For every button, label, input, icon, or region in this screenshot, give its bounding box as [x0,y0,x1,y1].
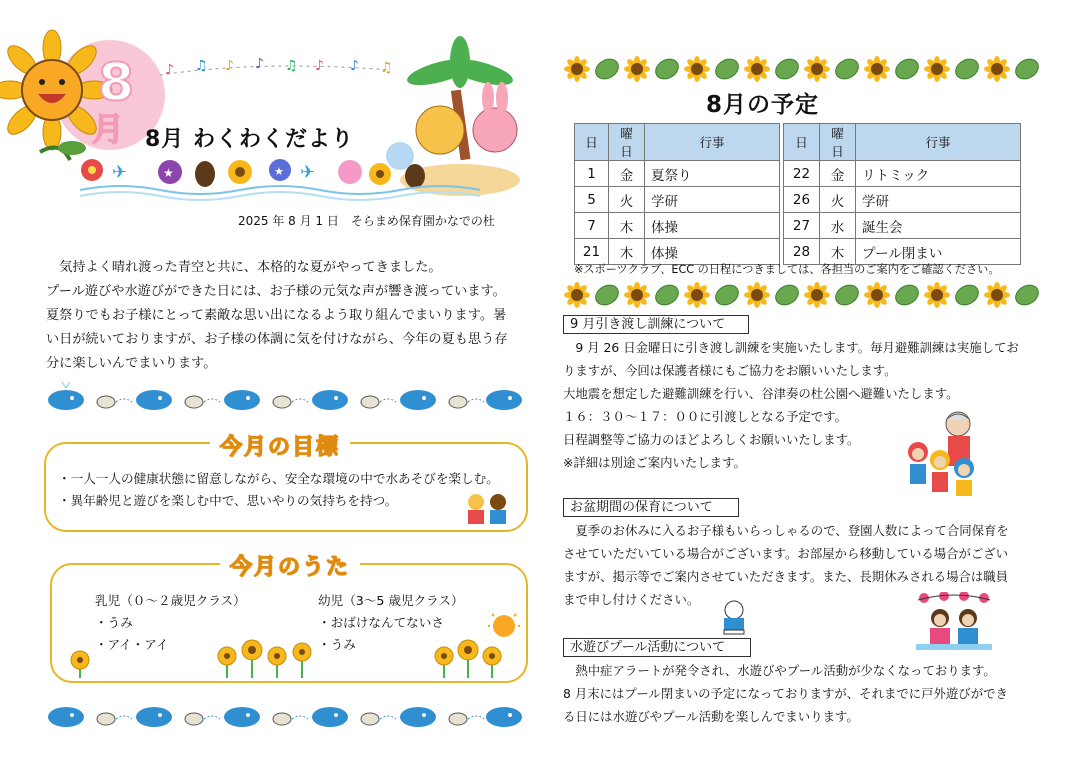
obon-line: ますが、掲示等でご案内させていただきます。また、長期休みされる場合は職員 [563,569,1009,584]
event-cell: 学研 [645,187,780,213]
leaf-icon [1012,281,1042,309]
leaf-icon [772,281,802,309]
col-day-header: 日 [575,124,609,161]
leaf-icon [652,281,682,309]
intro-line: 気持よく晴れ渡った青空と共に、本格的な夏がやってきました。 [46,260,442,275]
dow-cell: 火 [609,187,645,213]
sunflower-icon [744,56,770,82]
leaf-icon [712,281,742,309]
day-cell: 27 [784,213,820,239]
date-line: 2025 年 8 月 1 日 そらまめ保育園かなでの杜 [238,214,495,228]
header-decoration [0,20,540,210]
table-row [575,187,780,213]
intro-line: 夏祭りでもお子様にとって素敵な思い出になるよう取り組んでまいります。暑 [46,308,507,323]
svg-text:♪: ♪ [350,58,359,74]
leaf-icon [832,281,862,309]
day-cell: 1 [575,161,609,187]
svg-text:♪: ♪ [225,58,234,74]
svg-text:♫: ♫ [380,60,393,76]
svg-text:★: ★ [274,165,284,178]
day-cell: 26 [784,187,820,213]
schedule-table-right [783,123,1021,265]
sunflower-icon [624,282,650,308]
svg-text:♪: ♪ [165,62,174,78]
sunflower-leaf-border [562,280,1042,310]
pool-line: る日には水遊びやプール活動を楽しんでまいります。 [563,709,859,724]
goals-title: 今月の目標 [210,430,350,461]
sunflower-icon [624,56,650,82]
intro-text [46,256,526,376]
song-item: ・うみ [318,637,356,652]
event-cell: 体操 [645,239,780,265]
dow-cell: 水 [820,213,856,239]
event-cell: 誕生会 [856,213,1021,239]
day-cell: 22 [784,161,820,187]
svg-text:✈: ✈ [112,162,128,183]
whale-border [44,697,524,733]
schedule-title: 8月の予定 [706,92,820,118]
obon-line: まで申し付けください。 [563,592,700,607]
intro-line: い日が続いておりますが、お子様の体調に気を付けながら、今年の夏も思う存 [46,332,508,347]
seagull-illustration [714,598,754,642]
svg-text:♫: ♫ [285,58,298,74]
sunflower-icon [564,282,590,308]
svg-text:★: ★ [163,166,174,180]
event-cell: 学研 [856,187,1021,213]
leaf-icon [952,281,982,309]
col-day-header: 日 [784,124,820,161]
sunflower-icon [864,56,890,82]
drill-line: りますが、今回は保護者様にもご協力をお願いいたします。 [563,363,897,378]
table-row [575,161,780,187]
obon-heading: お盆期間の保育について [563,498,739,517]
sun-icon [488,612,520,637]
bon-dance-illustration [916,592,992,654]
schedule-note: ※スポーツクラブ、ECC の日程につきましては、各担当のご案内をご確認ください。 [574,263,1000,276]
leaf-icon [772,55,802,83]
sunflower-icon [684,282,710,308]
infant-heading: 乳児（０～２歳児クラス） [95,593,246,608]
goal-item: ・一人一人の健康状態に留意しながら、安全な環境の中で水あそびを楽しむ。 [58,471,499,486]
leaf-icon [952,55,982,83]
drill-line: 大地震を想定した避難訓練を行い、谷津奏の杜公園へ避難いたします。 [563,386,959,401]
dow-cell: 金 [820,161,856,187]
day-cell: 5 [575,187,609,213]
sunflower-icon [684,56,710,82]
newsletter-title: 8月 わくわくだより [145,127,354,152]
sunflower-icon [564,56,590,82]
obon-line: 夏季のお休みに入るお子様もいらっしゃるので、登園人数によって合同保育を [563,523,1009,538]
event-cell: リトミック [856,161,1021,187]
drill-line: １６：３０～１７：００に引渡しとなる予定です。 [563,409,847,424]
col-event-header: 行事 [645,124,780,161]
sunflower-icon [744,282,770,308]
goal-item: ・異年齢児と遊びを楽しむ中で、思いやりの気持ちを持つ。 [58,493,398,508]
leaf-icon [712,55,742,83]
song-item: ・うみ [95,615,133,630]
obon-line: させていただいている場合がございます。お部屋から移動している場合がござい [563,546,1009,561]
sunflower-garden-illustration [62,612,524,680]
sunflower-icon [924,282,950,308]
song-item: ・アイ・アイ [95,637,169,652]
day-cell: 21 [575,239,609,265]
event-cell: 体操 [645,213,780,239]
whale-icon [48,382,84,410]
schedule-table-left [574,123,780,265]
drill-heading: 9 月引き渡し訓練について [563,315,749,334]
mouse-icon [97,396,115,408]
sunflower-icon [804,56,830,82]
leaf-icon [892,55,922,83]
goals-list [58,468,526,512]
sunflower-icon [804,282,830,308]
leaf-icon [592,281,622,309]
day-cell: 7 [575,213,609,239]
sunflower-icon [864,282,890,308]
table-row [784,213,1021,239]
svg-text:♪: ♪ [255,56,264,72]
leaf-icon [1012,55,1042,83]
dow-cell: 金 [609,161,645,187]
pool-text [563,659,1033,728]
leaf-icon [592,55,622,83]
svg-text:✈: ✈ [300,162,316,183]
intro-line: プール遊びや水遊びができた日には、お子様の元気な声が響き渡っています。 [46,284,506,299]
intro-line: 分に楽しいんでまいります。 [46,356,217,371]
evacuation-illustration [898,408,990,502]
table-row [784,187,1021,213]
svg-text:♪: ♪ [315,58,324,74]
svg-text:♫: ♫ [195,58,208,74]
pool-line: 8 月末にはプール閉まいの予定になっておりますが、それまでに戸外遊びができ [563,686,1008,701]
sunflower-icon [924,56,950,82]
col-dow-header: 曜日 [609,124,645,161]
drill-line: 9 月 26 日金曜日に引き渡し訓練を実施いたします。毎月避難訓練は実施してお [563,340,1019,355]
pool-heading: 水遊びプール活動について [563,638,751,657]
dow-cell: 木 [609,213,645,239]
whale-border [44,380,524,416]
pool-line: 熱中症アラートが発令され、水遊びやプール活動が少なくなっております。 [563,663,996,678]
sunflower-leaf-border [562,54,1042,84]
table-row [575,213,780,239]
toddler-heading: 幼児（3～5 歳児クラス） [318,593,464,608]
sunflower-icon [984,282,1010,308]
leaf-icon [832,55,862,83]
drill-line: ※詳細は別途ご案内いたします。 [563,455,746,470]
drill-line: 日程調整等ご協力のほどよろしくお願いいたします。 [563,432,860,447]
song-item: ・おばけなんてないさ [318,615,444,630]
col-dow-header: 曜日 [820,124,856,161]
table-row [784,161,1021,187]
leaf-icon [652,55,682,83]
dow-cell: 木 [609,239,645,265]
children-playing-illustration [462,492,514,532]
svg-text:8: 8 [98,53,135,113]
event-cell: プール閉まい [856,239,1021,265]
col-event-header: 行事 [856,124,1021,161]
dow-cell: 木 [820,239,856,265]
svg-text:月: 月 [92,110,125,148]
event-cell: 夏祭り [645,161,780,187]
songs-title: 今月のうた [220,550,360,581]
dow-cell: 火 [820,187,856,213]
header-illustration [0,20,540,210]
leaf-icon [892,281,922,309]
sunflower-icon [984,56,1010,82]
day-cell: 28 [784,239,820,265]
